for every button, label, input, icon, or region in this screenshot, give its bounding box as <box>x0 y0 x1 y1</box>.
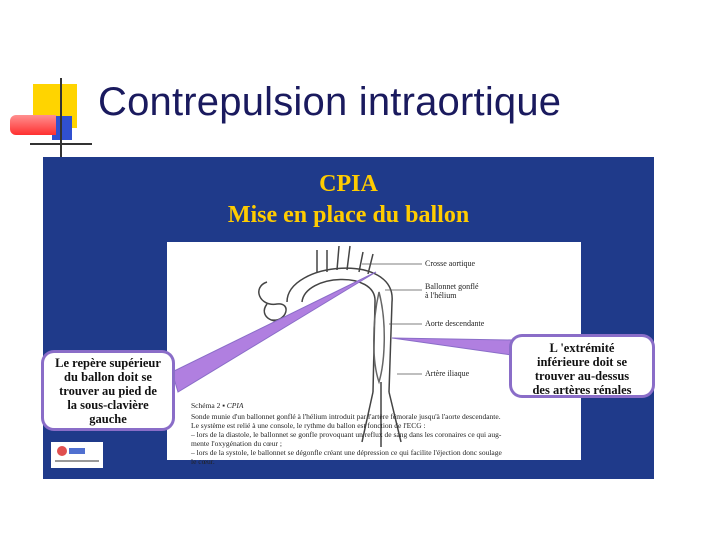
label-crosse-aortique: Crosse aortique <box>425 259 475 268</box>
label-ballonnet-line2: à l'hélium <box>425 291 457 300</box>
callout-right-line: des artères rénales <box>532 383 632 397</box>
caption-line: le cœur. <box>191 457 215 466</box>
decor-horizontal-line <box>30 143 92 145</box>
slide-title: Contrepulsion intraortique <box>98 80 562 124</box>
schema-icon: ▪ <box>222 401 227 410</box>
schema-prefix: Schéma 2 <box>191 401 221 410</box>
caption-line: Le système est relié à une console, le rythme du ballon est fonction de l'ECG : <box>191 421 426 430</box>
logo <box>51 442 103 468</box>
callout-left-line: gauche <box>89 412 127 426</box>
caption-line: Sonde munie d'un ballonnet gonflé à l'hélium introduit par l'artère fémorale jusqu'à l'aorte descendante. <box>191 412 501 421</box>
schema-name: CPIA <box>226 401 244 410</box>
callout-left-line: Le repère supérieur <box>55 356 161 370</box>
callout-right-line: L 'extrémité <box>549 341 615 355</box>
label-artere-iliaque: Artère iliaque <box>425 369 470 378</box>
schema-caption <box>191 401 575 466</box>
callout-left-line: la sous-clavière <box>67 398 149 412</box>
panel-heading-cpia: CPIA <box>319 171 378 197</box>
panel-heading-subtitle: Mise en place du ballon <box>227 202 470 228</box>
label-aorte-descendante: Aorte descendante <box>425 319 485 328</box>
caption-line: mente l'oxygénation du cœur ; <box>191 439 282 448</box>
caption-line: – lors de la diastole, le ballonnet se gonfle provoquant un reflux de sang dans les coronaires ce qui aug- <box>191 430 502 439</box>
callout-right-line: trouver au-dessus <box>534 369 630 383</box>
callout-right <box>512 337 652 395</box>
callout-left-line: du ballon doit se <box>64 370 152 384</box>
callout-right-line: inférieure doit se <box>536 355 628 369</box>
callout-left-line: trouver au pied de <box>59 384 157 398</box>
callout-left <box>44 353 172 428</box>
decor-vertical-line <box>60 78 62 158</box>
label-ballonnet-line1: Ballonnet gonflé <box>425 282 479 291</box>
decor-red-bar <box>10 115 56 135</box>
caption-line: – lors de la systole, le ballonnet se dégonfle créant une dépression ce qui facilite l'éjection donc soulage <box>191 448 502 457</box>
schema-heading <box>191 401 575 410</box>
